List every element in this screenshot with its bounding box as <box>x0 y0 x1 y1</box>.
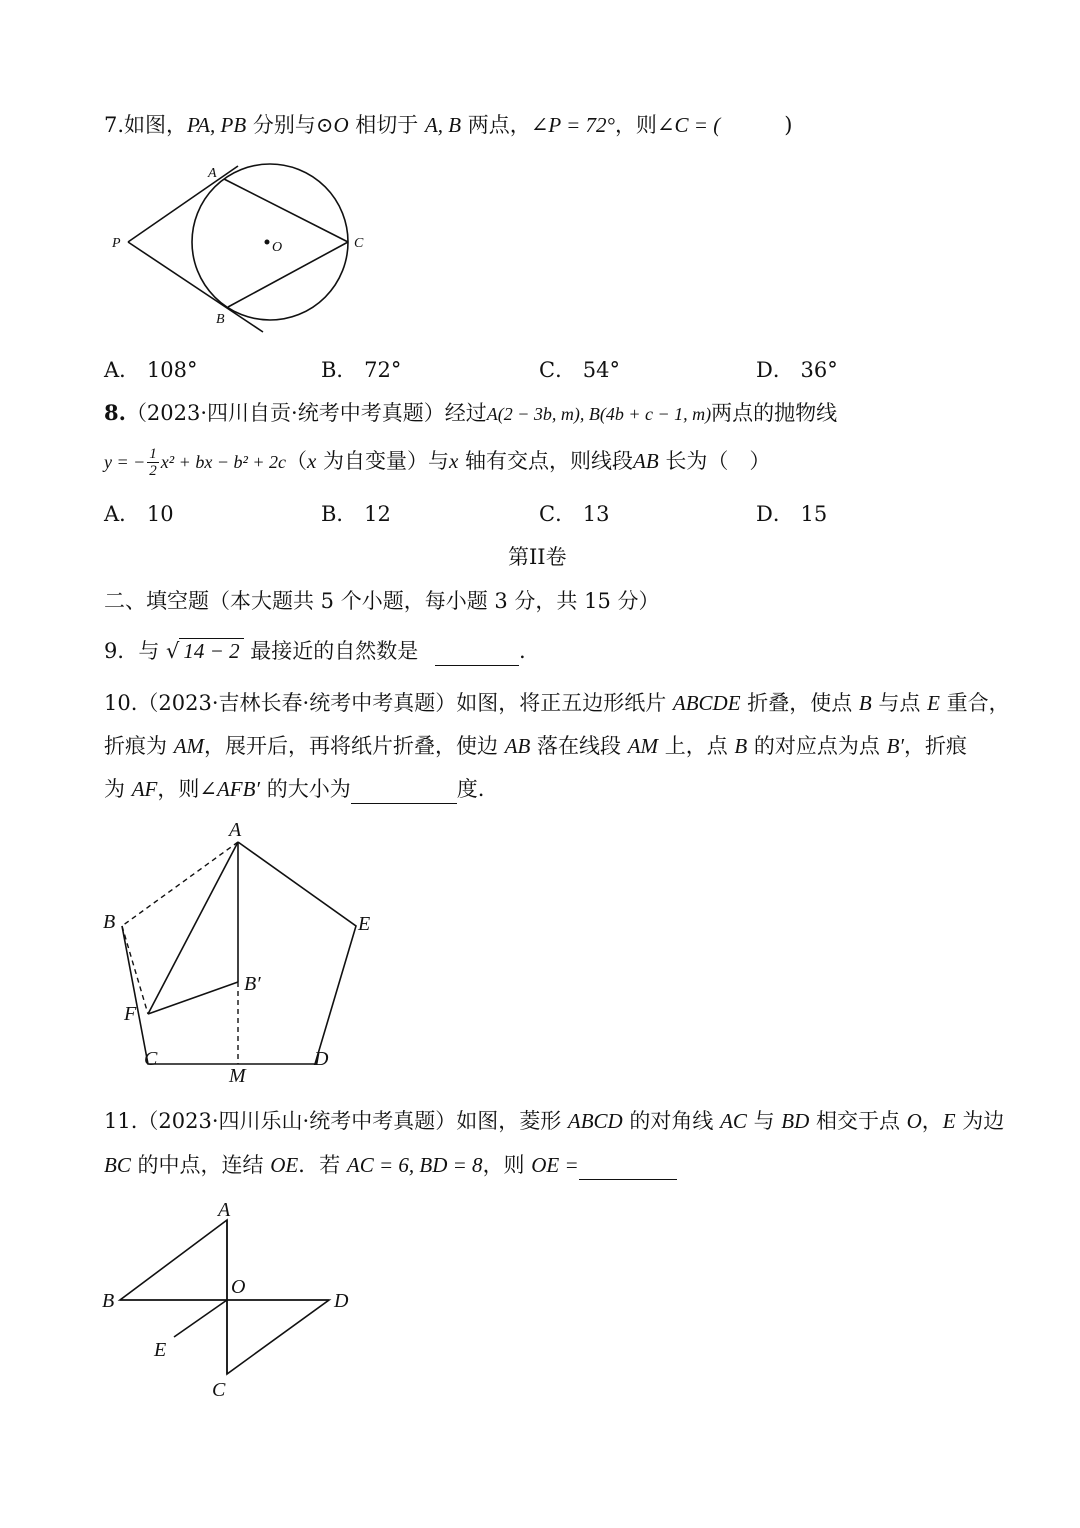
q7-tangent-pa <box>128 166 238 242</box>
q11-rhombus <box>120 1220 329 1374</box>
q10-label-e: E <box>358 913 371 935</box>
q8-option-b[interactable]: B． 12 <box>321 502 391 526</box>
q11-line2: BC 的中点，连结 OE．若 AC = 6, BD = 8，则 OE = <box>104 1150 677 1180</box>
q11-label-e: E <box>154 1339 167 1361</box>
q10-dashed-bf <box>122 926 148 1014</box>
q7-tangent-pb <box>128 242 263 332</box>
q7-figure <box>100 160 380 340</box>
q7-label-a: A <box>208 166 217 181</box>
section-title: 第II卷 <box>508 545 567 569</box>
q8-option-d[interactable]: D． 15 <box>756 502 828 526</box>
q10-line1: 10.（2023·吉林长春·统考中考真题）如图，将正五边形纸片 ABCDE 折叠，使点 B 与点 E 重合， <box>104 691 1010 715</box>
q7-option-b[interactable]: B． 72° <box>321 358 402 382</box>
q7-label-c: C <box>354 236 364 251</box>
q11-label-d: D <box>334 1290 349 1312</box>
q7-label-o: O <box>272 240 283 255</box>
q7-option-d[interactable]: D． 36° <box>756 358 838 382</box>
q8-option-c[interactable]: C． 13 <box>539 502 610 526</box>
q10-answer-blank[interactable] <box>351 781 457 804</box>
q10-label-a: A <box>229 819 242 841</box>
q8-stem-line2: y = − $\frac{1}{2}$ x² + bx − b² + 2c（x 为自变量）与x 轴有交点，则线段AB 长为（ ） <box>104 446 771 479</box>
q7-chord-bc <box>228 242 348 307</box>
q10-dashed-ab <box>122 842 238 926</box>
q8-option-a[interactable]: A． 10 <box>104 502 174 526</box>
q7-option-a[interactable]: A． 108° <box>104 358 198 382</box>
q7-circle <box>192 164 348 320</box>
q8-stem-line1: 8.（2023·四川自贡·统考中考真题）经过A(2 − 3b, m), B(4b + c − 1, m)两点的抛物线 <box>104 400 838 425</box>
q7-option-c[interactable]: C． 54° <box>539 358 620 382</box>
q10-line3: 为 AF，则∠AFB′ 的大小为 度. <box>104 774 484 804</box>
q7-label-b: B <box>216 312 225 327</box>
q10-label-f: F <box>124 1003 137 1025</box>
q10-figure <box>100 818 390 1088</box>
q7-center-dot <box>265 240 270 245</box>
q10-label-d: D <box>314 1048 329 1070</box>
q9-stem: 9．与 √ 14 − 2 最接近的自然数是 . <box>104 636 526 666</box>
q7-label-p: P <box>112 236 121 251</box>
q11-label-c: C <box>212 1379 226 1401</box>
section-heading: 二、填空题（本大题共 5 个小题，每小题 3 分，共 15 分） <box>104 589 660 613</box>
q10-line2: 折痕为 AM，展开后，再将纸片折叠，使边 AB 落在线段 AM 上，点 B 的对应点为点 B′，折痕 <box>104 734 968 758</box>
q10-label-c: C <box>144 1048 158 1070</box>
q11-seg-oe <box>174 1300 227 1337</box>
q10-label-b: B <box>103 911 116 933</box>
q11-line1: 11.（2023·四川乐山·统考中考真题）如图，菱形 ABCD 的对角线 AC 与 BD 相交于点 O，E 为边 <box>104 1109 1005 1133</box>
q11-label-a: A <box>218 1199 231 1221</box>
q10-label-bprime: B′ <box>244 973 261 995</box>
q7-stem: 7.如图，PA, PB 分别与⊙O 相切于 A, B 两点，∠P = 72°，则∠C = ( ) <box>104 113 793 137</box>
q10-pentagon-solid <box>122 842 356 1064</box>
q10-fold-af <box>148 842 238 1014</box>
q9-answer-blank[interactable] <box>435 643 519 666</box>
q11-figure <box>100 1196 370 1406</box>
q7-chord-ac <box>224 179 348 242</box>
q11-answer-blank[interactable] <box>579 1157 677 1180</box>
q11-label-o: O <box>231 1276 246 1298</box>
q10-label-m: M <box>229 1065 246 1087</box>
q11-label-b: B <box>102 1290 115 1312</box>
